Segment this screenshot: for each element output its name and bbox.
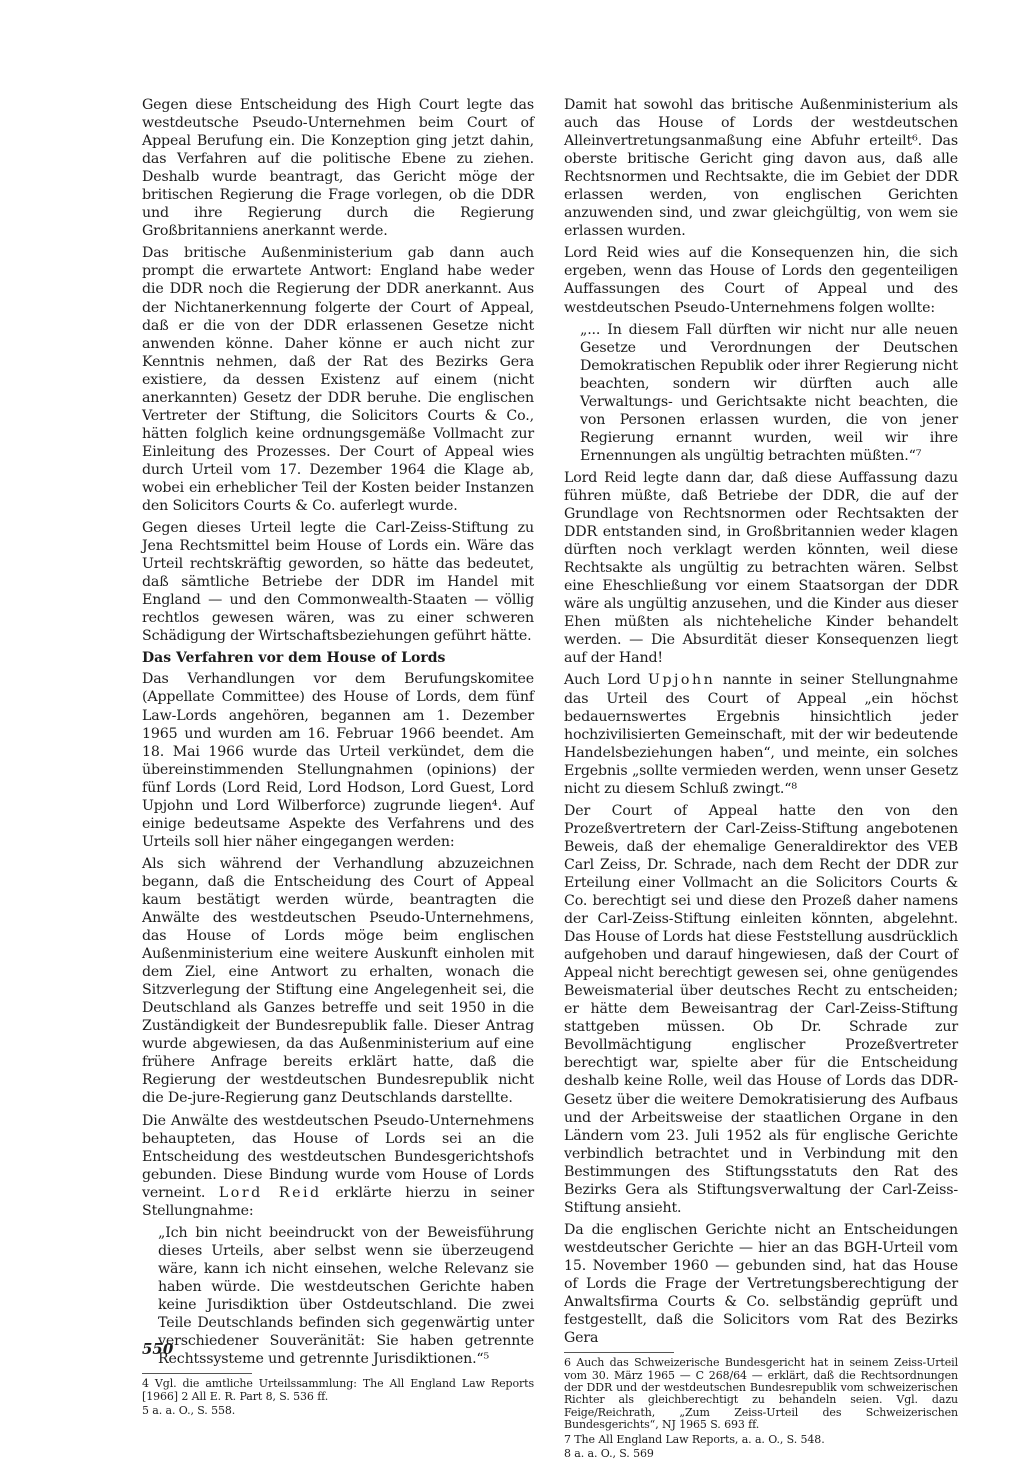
paragraph <box>142 1112 534 1220</box>
quotation: „Ich bin nicht beeindruckt von der Beweisführung dieses Urteils, aber selbst wenn sie überzeugend wäre, kann ich nicht einsehen, welche Relevanz sie haben würde. Die westdeutschen Gerichte haben keine Jurisdiktion über Ostdeutschland. Die zwei Teile Deutschlands befinden sich gegenwärtig unter verschiedener Souveränität: Sie haben getrennte Rechtssysteme und getrennte Jurisdiktionen.“⁵ <box>158 1224 534 1368</box>
paragraph: Gegen dieses Urteil legte die Carl-Zeiss-Stiftung zu Jena Rechtsmittel beim House of Lords ein. Wäre das Urteil rechtskräftig geworden, so hätte das bedeutet, daß sämtliche Betriebe der DDR im Handel mit England — und den Commonwealth-Staaten — völlig rechtlos gewesen wären, was zu einer schweren Schädigung der Wirtschaftsbeziehungen geführt hätte. <box>142 520 534 645</box>
paragraph: Der Court of Appeal hatte den von den Prozeßvertretern der Carl-Zeiss-Stiftung angebotenen Beweis, daß der ehemalige Generaldirektor des VEB Carl Zeiss, Dr. Schrade, nach dem Recht der DDR zur Erteilung einer Vollmacht an die Solicitors Courts & Co. berechtigt sei und diese den Prozeß daher namens der Carl-Zeiss-Stiftung einleiten könnten, abgelehnt. Das House of Lords hat diese Feststellung ausdrücklich aufgehoben und darauf hingewiesen, daß der Court of Appeal nicht berechtigt gewesen sei, ohne genügendes Beweismaterial über deutsches Recht zu entscheiden; er hätte dem Beweisantrag der Carl-Zeiss-Stiftung stattgeben müssen. Ob Dr. Schrade zur Bevollmächtigung englischer Prozeßvertreter berechtigt war, spielte aber für die Entscheidung deshalb keine Rolle, weil das House of Lords das DDR-Gesetz über die weitere Demokratisierung des Aufbaus und der Arbeitsweise der staatlichen Organe in den Ländern vom 23. Juli 1952 als für englische Gerichte verbindlich betrachtet und in Verbindung mit den Bestimmungen des Stiftungsstatuts den Rat des Bezirks Gera als Stiftungsverwaltung der Carl-Zeiss-Stiftung ansieht. <box>564 802 958 1216</box>
paragraph: Damit hat sowohl das britische Außenministerium als auch das House of Lords der westdeutschen Alleinvertretungsanmaßung eine Abfuhr erteilt⁶. Das oberste britische Gericht ging davon aus, daß alle Rechtsnormen und Rechtsakte, die im Gebiet der DDR erlassen werden, von englischen Gerichten anzuwenden sind, und zwar gleichgültig, von wem sie erlassen wurden. <box>564 97 958 240</box>
right-column <box>564 96 958 1462</box>
page-number: 550 <box>142 1340 174 1358</box>
footnote-divider <box>564 1352 674 1353</box>
section-heading: Das Verfahren vor dem House of Lords <box>142 650 446 667</box>
left-column <box>142 96 534 1419</box>
paragraph: Da die englischen Gerichte nicht an Entscheidungen westdeutscher Gerichte — hier an das BGH-Urteil vom 15. November 1960 — gebunden sind, hat das House of Lords die Frage der Vertretungsberechtigung der Anwaltsfirma Courts & Co. selbständig geprüft und festgestellt, daß die Solicitors vom Rat des Bezirks Gera <box>564 1221 958 1347</box>
paragraph <box>564 671 958 797</box>
paragraph: Als sich während der Verhandlung abzuzeichnen begann, daß die Entscheidung des Court of Appeal kaum bestätigt werden würde, beantragten die Anwälte des westdeutschen Pseudo-Unternehmens, das House of Lords möge beim englischen Außenministerium eine weitere Auskunft einholen mit dem Ziel, eine Antwort zu erhalten, wonach die Sitzverlegung der Stiftung eine Angelegenheit sei, die Deutschland als Ganzes betreffe und seit 1950 in die Zuständigkeit der Bundesrepublik falle. Dieser Antrag wurde abgewiesen, da das Außenministerium auf eine frühere Anfrage bereits erklärt hatte, daß die Regierung der westdeutschen Bundesrepublik nicht die De-jure-Regierung ganz Deutschlands darstellte. <box>142 855 534 1107</box>
footnote: 8 a. a. O., S. 569 <box>564 1447 654 1461</box>
paragraph: Das britische Außenministerium gab dann auch prompt die erwartete Antwort: England habe weder die DDR noch die Regierung der DDR anerkannt. Aus der Nichtanerkennung folgerte der Court of Appeal, daß er die von der DDR erlassenen Gesetze nicht anwenden könne. Daher könne er auch nicht zur Kenntnis nehmen, daß der Rat des Bezirks Gera existiere, da dessen Existenz auf einem (nicht anerkannten) Gesetz der DDR beruhe. Die englischen Vertreter der Stiftung, die Solicitors Courts & Co., hätten folglich keine ordnungsgemäße Vollmacht zur Einleitung des Prozesses. Der Court of Appeal wies durch Urteil vom 17. Dezember 1964 die Klage ab, wobei ein erheblicher Teil der Kosten beider Instanzen den Solicitors Courts & Co. auferlegt wurde. <box>142 245 534 515</box>
footnote-divider <box>142 1373 252 1374</box>
lord-upjohn-name: Upjohn <box>647 672 716 689</box>
paragraph-text: Die Anwälte des westdeutschen Pseudo-Unternehmens behaupteten, das House of Lords sei an die Entscheidung des westdeutschen Bundesgerichtshofs gebunden. Diese Bindung wurde vom House of Lords verneint. <box>142 1112 534 1201</box>
footnote: 7 The All England Law Reports, a. a. O., S. 548. <box>564 1432 825 1446</box>
paragraph: Lord Reid wies auf die Konsequenzen hin, die sich ergeben, wenn das House of Lords den gegenteiligen Auffassungen des Court of Appeal und des westdeutschen Pseudo-Unternehmens folgen wollte: <box>564 245 958 316</box>
footnote: 6 Auch das Schweizerische Bundesgericht hat in seinem Zeiss-Urteil vom 30. März 1965 — C 268/64 — erklärt, daß die Rechtsordnungen der DDR und der westdeutschen Bundesrepublik vom schweizerischen Richter als gleichberechtigt zu behandeln seien. Vgl. dazu Feige/Reichrath, „Zum Zeiss-Urteil des Schweizerischen Bundesgerichts“, NJ 1965 S. 693 ff. <box>564 1356 958 1432</box>
paragraph: Lord Reid legte dann dar, daß diese Auffassung dazu führen müßte, daß Betriebe der DDR, die auf der Grundlage von Rechtsnormen oder Rechtsakten der DDR entstanden sind, in Großbritannien weder klagen dürften noch verklagt werden könnten, weil diese Rechtsakte als ungültig zu betrachten wären. Selbst eine Eheschließung vor einem Staatsorgan der DDR wäre als ungültig anzusehen, und die Kinder aus dieser Ehen müßten als nichteheliche Kinder behandelt werden. — Die Absurdität dieser Konsequenzen liegt auf der Hand! <box>564 469 958 667</box>
footnote: 4 Vgl. die amtliche Urteilssammlung: The All England Law Reports [1966] 2 All E. R. Part 8, S. 536 ff. <box>142 1377 534 1403</box>
footnote: 5 a. a. O., S. 558. <box>142 1404 236 1417</box>
quotation: „... In diesem Fall dürften wir nicht nur alle neuen Gesetze und Verordnungen der Deutschen Demokratischen Republik oder ihrer Regierung nicht beachten, sondern wir dürften auch alle Verwaltungs- und Gerichtsakte nicht beachten, die von Personen erlassen wurden, die von jener Regierung ernannt wurden, weil wir ihre Ernennungen als ungültig betrachten müßten.“⁷ <box>580 321 958 464</box>
paragraph: Gegen diese Entscheidung des High Court legte das westdeutsche Pseudo-Unternehmen beim Court of Appeal Berufung ein. Die Konzeption ging jetzt dahin, das Verfahren auf die politische Ebene zu ziehen. Deshalb wurde beantragt, das Gericht möge der britischen Regierung die Frage vorlegen, ob die DDR und ihre Regierung durch die Regierung Großbritanniens anerkannt werde. <box>142 97 534 240</box>
paragraph-text: nannte in seiner Stellungnahme das Urteil des Court of Appeal „ein höchst bedauernswertes Ergebnis hinsichtlich jeder hochzivilisierten Gemeinschaft, mit der wir bedeutende Handelsbeziehungen haben“, und meinte, ein solches Ergebnis „sollte vermieden werden, wenn unser Gesetz nicht zu diesem Schluß zwingt.“⁸ <box>564 672 958 797</box>
paragraph-text: Auch Lord <box>564 672 648 689</box>
lord-reid-name: Lord Reid <box>218 1184 322 1201</box>
paragraph-text: erklärte hierzu in seiner Stellungnahme: <box>142 1184 534 1219</box>
paragraph: Das Verhandlungen vor dem Berufungskomitee (Appellate Committee) des House of Lords, dem fünf Law-Lords angehören, begannen am 1. Dezember 1965 und wurden am 16. Februar 1966 beendet. Am 18. Mai 1966 wurde das Urteil verkündet, dem die übereinstimmenden Stellungnahmen (opinions) der fünf Lords (Lord Reid, Lord Hodson, Lord Guest, Lord Upjohn und Lord Wilberforce) zugrunde liegen⁴. Auf einige bedeutsame Aspekte des Verfahrens und des Urteils soll hier näher eingegangen werden: <box>142 671 534 850</box>
